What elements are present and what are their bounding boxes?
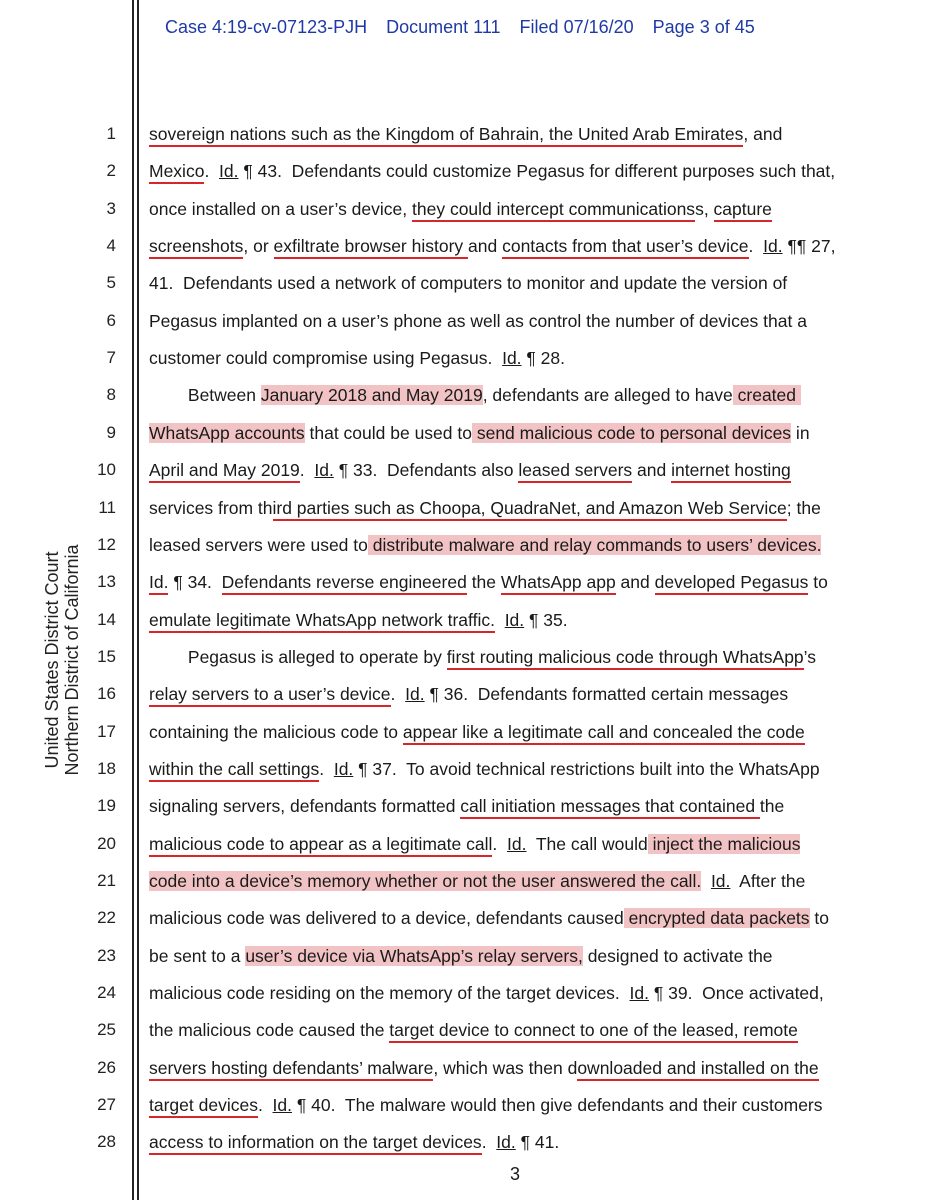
- text-line: [149, 199, 889, 220]
- highlighted-text: code into a device’s memory whether or not the user answered the call.: [149, 871, 702, 891]
- text-line: [149, 1095, 889, 1116]
- page-number: 3: [510, 1164, 521, 1184]
- text-line: [149, 834, 889, 855]
- text-segment: designed to activate the: [582, 945, 773, 966]
- line-number: 4: [106, 236, 116, 256]
- text-line: [149, 572, 889, 593]
- text-segment: .: [748, 236, 764, 257]
- text-line: [149, 460, 889, 481]
- line-number: 2: [106, 161, 116, 181]
- text-line: [149, 311, 889, 332]
- text-segment: ¶ 40. The malware would then give defendants and their customers: [292, 1095, 823, 1116]
- line-number: 5: [106, 273, 116, 293]
- text-segment: ¶ 39. Once activated,: [648, 983, 824, 1004]
- text-segment: ¶ 33. Defendants also: [333, 460, 519, 481]
- underlined-text: target device to connect to one of the leased, remote: [389, 1020, 798, 1043]
- text-segment: and: [468, 236, 503, 257]
- text-segment: , defendants are alleged to have: [482, 385, 733, 406]
- text-segment: After the: [730, 871, 806, 891]
- line-number: 21: [97, 871, 116, 890]
- underlined-text: target devices: [149, 1095, 258, 1118]
- text-segment: containing the malicious code to: [149, 721, 403, 742]
- highlighted-text: encrypted data packets: [623, 908, 810, 929]
- underlined-text: first routing malicious code through WhatsApp: [447, 647, 804, 670]
- text-line: [149, 722, 889, 743]
- margin-rule-right: [137, 0, 139, 1200]
- court-district: Northern District of California: [62, 544, 82, 776]
- text-line: [149, 273, 889, 294]
- underlined-text: internet hosting: [671, 460, 791, 483]
- text-segment: , and: [743, 124, 783, 144]
- citation-id: Id.: [314, 460, 334, 481]
- text-line: [149, 1132, 889, 1153]
- highlighted-text: created: [732, 385, 801, 406]
- line-number: 7: [106, 348, 116, 368]
- text-line: [149, 796, 889, 817]
- underlined-text: Defendants reverse engineered: [222, 572, 467, 595]
- text-segment: , or: [243, 236, 274, 257]
- case-number: Case 4:19-cv-07123-PJH: [165, 17, 368, 37]
- text-line: [149, 946, 889, 967]
- text-line: [149, 124, 889, 145]
- text-line: [149, 535, 889, 556]
- filed-date: Filed 07/16/20: [519, 17, 634, 37]
- text-segment: the: [466, 572, 501, 593]
- text-segment: services from th: [149, 497, 273, 518]
- text-line: [149, 1020, 889, 1041]
- text-segment: in: [791, 422, 810, 443]
- citation-id: Id.: [710, 871, 731, 891]
- text-segment: .: [319, 758, 334, 779]
- highlighted-text: January 2018 and May 2019: [260, 385, 483, 406]
- text-segment: the: [759, 796, 785, 817]
- text-line: [149, 647, 889, 668]
- text-segment: customer could compromise using Pegasus.: [149, 348, 503, 369]
- line-number: 20: [97, 833, 116, 853]
- text-line: [149, 385, 889, 406]
- line-number: 3: [106, 198, 116, 218]
- text-segment: .: [481, 1132, 497, 1153]
- underlined-text: emulate legitimate WhatsApp network traffic.: [149, 610, 495, 633]
- underlined-text: WhatsApp app: [501, 572, 616, 595]
- text-segment: the malicious code caused the: [149, 1020, 390, 1041]
- line-number: 16: [97, 684, 116, 704]
- text-segment: s,: [695, 198, 714, 219]
- text-segment: malicious code residing on the memory of the target devices.: [149, 983, 630, 1004]
- text-segment: ¶¶ 27,: [782, 236, 836, 257]
- line-number: 19: [97, 796, 116, 816]
- underlined-text: malicious code to appear as a legitimate call: [149, 834, 492, 857]
- text-segment: signaling servers, defendants formatted: [149, 796, 461, 817]
- citation-id: Id.: [405, 684, 425, 705]
- line-number: 17: [97, 721, 116, 741]
- line-number: 6: [106, 310, 116, 330]
- underlined-text: developed Pegasus: [655, 572, 809, 595]
- text-segment: The call would: [526, 833, 648, 854]
- text-segment: ¶ 34.: [168, 572, 222, 593]
- text-segment: [495, 610, 505, 630]
- line-number: 28: [97, 1132, 116, 1152]
- highlighted-text: inject the malicious: [647, 833, 801, 854]
- court-name: United States District Court: [42, 551, 62, 769]
- text-segment: ; the: [786, 497, 821, 518]
- text-segment: and: [632, 460, 672, 481]
- text-segment: .: [204, 161, 220, 182]
- margin-rule-left: [132, 0, 134, 1200]
- underlined-text: capture: [714, 199, 772, 222]
- text-line: [149, 908, 889, 929]
- citation-id: Id.: [502, 348, 522, 369]
- text-line: [149, 161, 889, 182]
- text-segment: malicious code was delivered to a device, defendants caused: [149, 908, 624, 929]
- text-segment: to: [809, 908, 830, 929]
- line-number: 23: [97, 945, 116, 965]
- underlined-text: Mexico: [149, 161, 204, 184]
- underlined-text: servers hosting defendants’ malware: [149, 1058, 433, 1081]
- text-segment: and: [615, 572, 655, 593]
- page-indicator: Page 3 of 45: [652, 17, 755, 37]
- line-number: 22: [97, 908, 116, 928]
- case-header: [165, 17, 865, 38]
- text-segment: .: [390, 684, 406, 705]
- text-segment: Between: [149, 385, 261, 406]
- line-number: 13: [97, 572, 116, 592]
- text-segment: ’s: [803, 646, 816, 667]
- underlined-text: access to information on the target devices: [149, 1132, 482, 1155]
- text-segment: ¶ 35.: [524, 609, 568, 630]
- citation-id: Id.: [504, 609, 525, 630]
- text-segment: ¶ 41.: [515, 1132, 560, 1153]
- underlined-text: call initiation messages that contained: [460, 796, 760, 819]
- underlined-text: appear like a legitimate call and concealed the code: [403, 722, 805, 745]
- text-segment: ¶ 28.: [521, 348, 565, 369]
- text-line: [149, 871, 889, 892]
- text-segment: [701, 871, 711, 891]
- underlined-text: Id.: [149, 572, 168, 595]
- citation-id: Id.: [272, 1095, 293, 1116]
- text-segment: .: [299, 460, 315, 481]
- text-segment: leased servers were used to: [149, 534, 368, 555]
- line-number: 27: [97, 1095, 116, 1115]
- underlined-text: contacts from that user’s device: [502, 236, 748, 259]
- text-line: [149, 348, 889, 369]
- citation-id: Id.: [506, 833, 527, 854]
- citation-id: Id.: [629, 983, 649, 1004]
- court-caption: [42, 540, 82, 780]
- text-line: [149, 423, 889, 444]
- highlighted-text: send malicious code to personal devices: [471, 422, 792, 443]
- underlined-text: exfiltrate browser history: [274, 236, 469, 259]
- text-segment: ¶ 37. To avoid technical restrictions built into the WhatsApp: [353, 758, 820, 779]
- line-number: 10: [97, 460, 116, 480]
- line-number: 9: [106, 422, 116, 442]
- line-number: 14: [97, 609, 116, 629]
- underlined-text: relay servers to a user’s device: [149, 684, 391, 707]
- text-line: [149, 1058, 889, 1079]
- text-line: [149, 759, 889, 780]
- text-line: [149, 236, 889, 257]
- text-segment: 41. Defendants used a network of computers to monitor and update the version of: [149, 273, 788, 294]
- underlined-text: April and May 2019: [149, 460, 300, 483]
- line-number: 8: [106, 385, 116, 405]
- underlined-text: ird parties such as Choopa, QuadraNet, and Amazon Web Service: [273, 498, 787, 521]
- text-line: [149, 610, 889, 631]
- text-segment: that could be used to: [304, 422, 472, 443]
- citation-id: Id.: [333, 758, 354, 779]
- underlined-text: sovereign nations such as the Kingdom of Bahrain, the United Arab Emirates: [149, 124, 743, 147]
- text-segment: .: [492, 833, 507, 854]
- highlighted-text: distribute malware and relay commands to users’ devices.: [367, 534, 822, 555]
- text-line: [149, 498, 889, 519]
- highlighted-text: user’s device via WhatsApp’s relay servers,: [245, 945, 583, 966]
- line-number: 12: [97, 534, 116, 554]
- line-number: 26: [97, 1057, 116, 1077]
- line-number: 24: [97, 983, 116, 1003]
- underlined-text: within the call settings: [149, 759, 319, 782]
- text-segment: ¶ 36. Defendants formatted certain messages: [424, 684, 789, 705]
- line-number: 18: [97, 758, 116, 778]
- text-segment: Pegasus implanted on a user’s phone as well as control the number of devices that a: [149, 310, 807, 331]
- underlined-text: leased servers: [518, 460, 632, 483]
- text-segment: .: [257, 1095, 273, 1116]
- document-number: Document 111: [386, 17, 501, 37]
- text-segment: Pegasus is alleged to operate by: [149, 646, 447, 667]
- line-number: 25: [97, 1020, 116, 1040]
- underlined-text: ownloaded and installed on the: [577, 1058, 818, 1081]
- text-line: [149, 684, 889, 705]
- text-line: [149, 983, 889, 1004]
- text-segment: to: [808, 572, 828, 593]
- underlined-text: screenshots: [149, 236, 243, 259]
- text-segment: once installed on a user’s device,: [149, 198, 412, 219]
- text-segment: ¶ 43. Defendants could customize Pegasus for different purposes such that,: [238, 161, 836, 182]
- citation-id: Id.: [496, 1132, 516, 1153]
- underlined-text: they could intercept communications: [412, 199, 695, 222]
- text-segment: be sent to a: [149, 945, 246, 966]
- text-segment: , which was then d: [433, 1057, 578, 1078]
- citation-id: Id.: [763, 236, 783, 257]
- line-number: 1: [106, 124, 116, 143]
- highlighted-text: WhatsApp accounts: [149, 422, 305, 443]
- line-number: 15: [97, 646, 116, 666]
- line-number: 11: [98, 497, 116, 517]
- citation-id: Id.: [219, 161, 239, 182]
